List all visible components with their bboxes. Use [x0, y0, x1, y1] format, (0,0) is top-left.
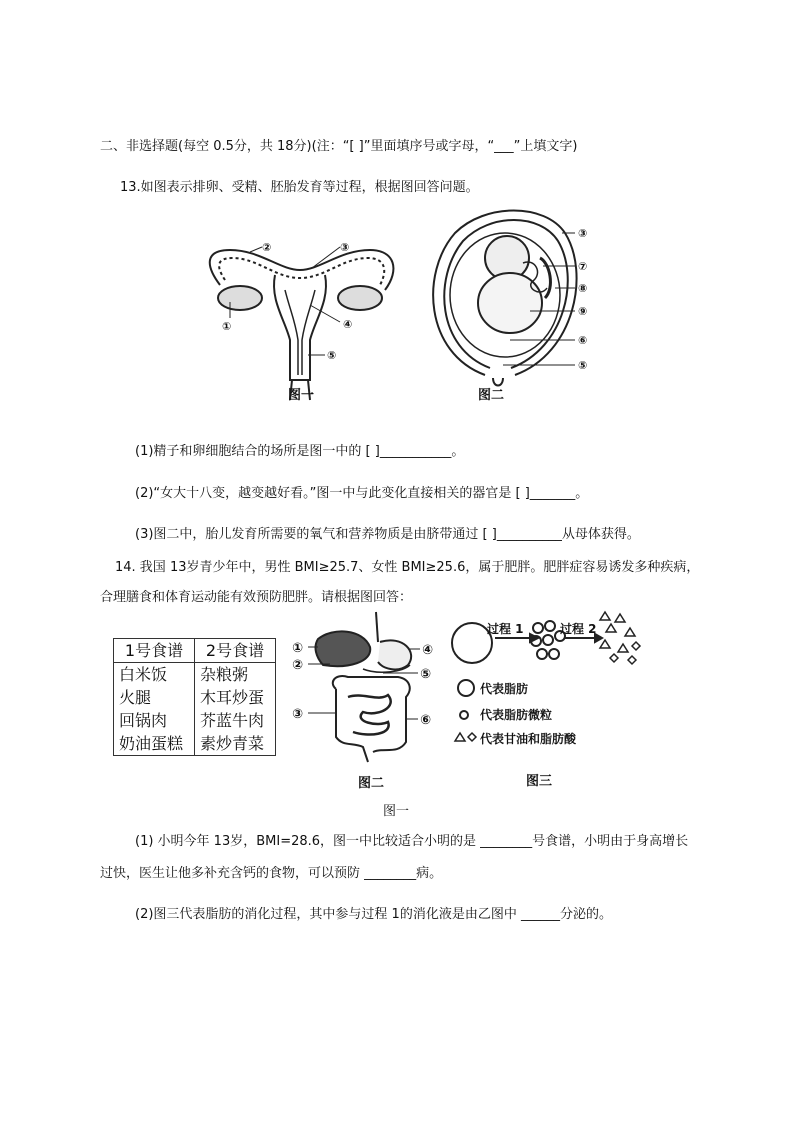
digest-label-6: ⑥: [420, 713, 432, 728]
menu-cell: 回锅肉: [114, 709, 195, 732]
fig1-label-3: ③: [340, 241, 350, 254]
menu-cell: 白米饭: [114, 663, 195, 687]
digest-label-3: ③: [292, 707, 304, 722]
fig1-label-4: ④: [343, 318, 353, 331]
q14-stem-line2: 合理膳食和体育运动能有效预防肥胖。请根据图回答：: [100, 590, 413, 605]
menu-cell: 杂粮粥: [195, 663, 276, 687]
q13-stem: 13.如图表示排卵、受精、胚胎发育等过程，根据图回答问题。: [120, 180, 479, 195]
process-1-label: 过程 1: [487, 622, 524, 636]
q14-figure-caption: 图一: [383, 804, 410, 819]
menu-header-1: 1号食谱: [114, 639, 195, 663]
menu-cell: 素炒青菜: [195, 732, 276, 756]
legend-glycerol-fatty-acid: 代表甘油和脂肪酸: [480, 732, 577, 746]
legend-fat-droplet: 代表脂肪微粒: [480, 708, 553, 722]
q13-sub2: (2)“女大十八变，越变越好看。”图一中与此变化直接相关的器官是 [ ]_______。: [135, 486, 589, 501]
uterus-diagram: [190, 230, 420, 405]
menu-header-2: 2号食谱: [195, 639, 276, 663]
fig2-label-6: ⑥: [578, 334, 588, 347]
digest-caption: 图二: [358, 776, 385, 791]
digest-label-1: ①: [292, 641, 304, 656]
q14-stem-line1: 14. 我国 13岁青少年中，男性 BMI≥25.7、女性 BMI≥25.6，属于肥胖。肥胖症容易诱发多种疾病，: [115, 560, 700, 575]
fig2-label-8: ⑧: [578, 282, 588, 295]
q13-sub3: (3)图二中，胎儿发育所需要的氧气和营养物质是由脐带通过 [ ]__________从母体获得。: [135, 527, 640, 542]
menu-cell: 木耳炒蛋: [195, 686, 276, 709]
fig2-caption: 图二: [478, 388, 505, 403]
menu-cell: 芥蓝牛肉: [195, 709, 276, 732]
fig2-label-3: ③: [578, 227, 588, 240]
fig1-label-1: ①: [222, 320, 232, 333]
fig1-caption: 图一: [288, 388, 315, 403]
digest-label-5: ⑤: [420, 667, 432, 682]
fig2-label-9: ⑨: [578, 305, 588, 318]
menu-cell: 火腿: [114, 686, 195, 709]
fat-caption: 图三: [526, 774, 553, 789]
fig1-label-5: ⑤: [327, 349, 337, 362]
fig1-label-2: ②: [262, 241, 272, 254]
digest-label-4: ④: [422, 643, 434, 658]
digest-label-2: ②: [292, 658, 304, 673]
fig2-label-7: ⑦: [578, 260, 588, 273]
q13-sub1: (1)精子和卵细胞结合的场所是图一中的 [ ]___________。: [135, 444, 465, 459]
fig2-label-5: ⑤: [578, 359, 588, 372]
process-2-label: 过程 2: [560, 622, 597, 636]
q14-sub1-line1: (1) 小明今年 13岁，BMI=28.6，图一中比较适合小明的是 ________号食谱，小明由于身高增长: [135, 834, 689, 849]
section-header: 二、非选择题(每空 0.5分，共 18分)(注：“[ ]”里面填序号或字母，“___”上填文字): [100, 139, 578, 154]
q14-sub1-line2: 过快，医生让他多补充含钙的食物，可以预防 ________病。: [100, 866, 443, 881]
q14-sub2: (2)图三代表脂肪的消化过程，其中参与过程 1的消化液是由乙图中 ______分泌的。: [135, 907, 612, 922]
menu-cell: 奶油蛋糕: [114, 732, 195, 756]
digestive-diagram: [288, 607, 443, 767]
menu-table: [113, 638, 276, 756]
legend-fat: 代表脂肪: [480, 682, 529, 696]
fat-digestion-diagram: [450, 608, 650, 753]
fetus-diagram: [415, 203, 605, 398]
